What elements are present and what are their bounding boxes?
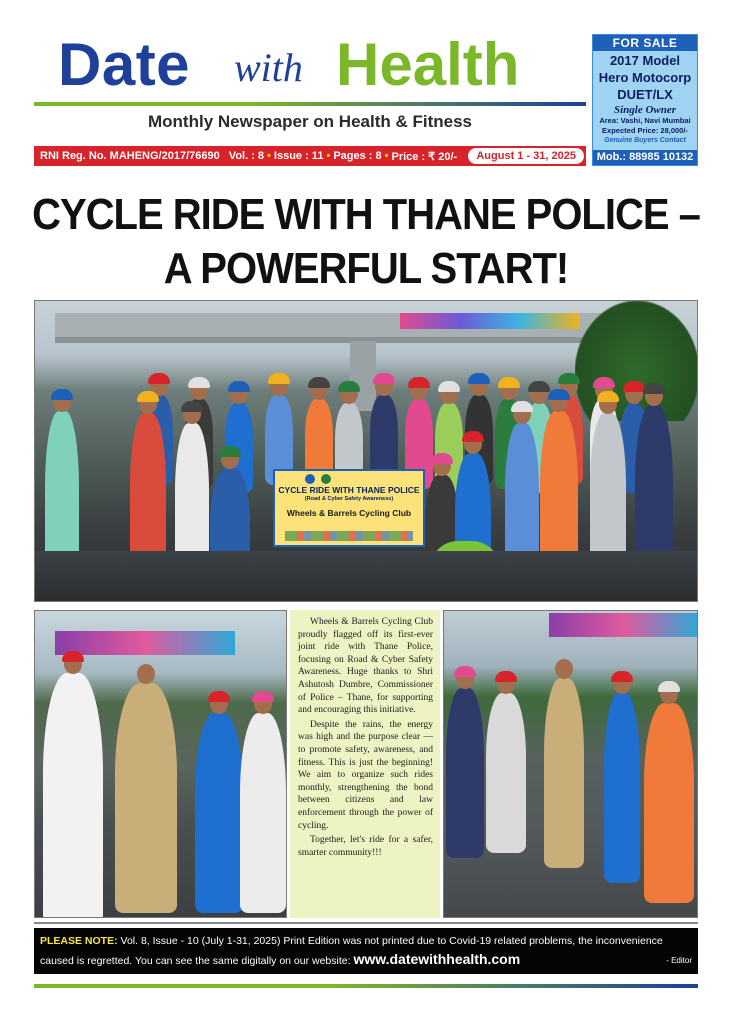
colorful-bridge-shape: [400, 313, 580, 329]
person-figure: [240, 713, 286, 913]
helmet-icon: [498, 377, 520, 388]
tagline: Monthly Newspaper on Health & Fitness: [148, 112, 472, 131]
person-figure: [195, 713, 243, 913]
divider: [34, 922, 698, 924]
helmet-icon: [623, 381, 645, 392]
helmet-icon: [462, 431, 484, 442]
helmet-icon: [373, 373, 395, 384]
helmet-icon: [51, 389, 73, 400]
billboard-shape: [55, 631, 235, 655]
person-figure: [604, 693, 640, 883]
billboard-shape: [549, 613, 698, 637]
headline: [20, 188, 712, 296]
helmet-icon: [468, 373, 490, 384]
helmet-icon: [548, 389, 570, 400]
helmet-icon: [228, 381, 250, 392]
ride-banner: [273, 469, 425, 547]
helmet-icon: [558, 373, 580, 384]
person-head: [137, 664, 155, 684]
separator-dot: •: [326, 150, 331, 162]
helmet-icon: [62, 651, 84, 662]
helmet-icon: [208, 691, 230, 702]
rni-number: RNI Reg. No. MAHENG/2017/76690: [40, 150, 220, 162]
person-figure: [486, 693, 526, 853]
helmet-icon: [137, 391, 159, 402]
person-figure: [43, 673, 103, 918]
helmet-icon: [597, 391, 619, 402]
helmet-icon: [252, 691, 274, 702]
logo-with-text: with: [234, 45, 303, 90]
person-figure: [115, 683, 177, 913]
sale-mobile: Mob.: 88985 10132: [593, 150, 697, 165]
article-paragraph-3: Together, let's ride for a safer, smarter community!!!: [298, 835, 433, 858]
page-count: Pages : 8: [333, 150, 382, 162]
bicycles-illustration: [285, 531, 413, 541]
website-link[interactable]: www.datewithhealth.com: [353, 951, 521, 967]
sale-model-year: 2017 Model: [609, 53, 681, 68]
article-paragraph-1: Wheels & Barrels Cycling Club proudly flagged off its first-ever joint ride with Thane Police, focusing on Road & Cyber Safety Awareness. Huge thanks to Shri Ashutosh Dumbre, Commissioner of Police – Thane, for supporting and encouraging this initiative.: [298, 617, 433, 716]
helmet-icon: [643, 383, 665, 394]
issue-info-bar: [34, 146, 586, 166]
logo-date-text: Date: [58, 31, 191, 98]
helmet-icon: [188, 377, 210, 388]
helmet-icon: [181, 401, 203, 412]
helmet-icon: [528, 381, 550, 392]
notice-label: PLEASE NOTE:: [40, 935, 118, 947]
person-figure: [644, 703, 694, 903]
price: Price : ₹ 20/-: [391, 150, 458, 163]
club-logo-icon: [321, 474, 331, 484]
separator-dot: •: [384, 150, 389, 162]
editor-signature: - Editor: [666, 956, 692, 965]
helmet-icon: [148, 373, 170, 384]
logo-health-text: Health: [336, 31, 520, 98]
separator-dot: [223, 150, 226, 162]
person-head: [555, 659, 573, 679]
sale-area: Area: Vashi, Navi Mumbai: [599, 116, 691, 125]
headline-line-2: A POWERFUL START!: [163, 245, 569, 293]
sale-price: Expected Price: 28,000/-: [602, 126, 688, 135]
notice-text: Vol. 8, Issue - 10 (July 1-31, 2025) Print Edition was not printed due to Covid-19 related problems, the inconvenience caused is regretted. You can see the same digitally on our website:: [40, 935, 663, 967]
article-paragraph-2: Despite the rains, the energy was high and the purpose clear — to promote safety, awareness, and fitness. This is just the beginning! We aim to organize such rides monthly, strengthening the bond between citizens and law enforcement through the power of cycling.: [298, 719, 433, 831]
volume-number: Vol. : 8: [228, 150, 265, 162]
helmet-icon: [438, 381, 460, 392]
separator-dot: •: [267, 150, 271, 162]
for-sale-ad: [592, 34, 698, 166]
helmet-icon: [431, 453, 453, 464]
banner-club-name: Wheels & Barrels Cycling Club: [286, 508, 412, 518]
sale-heading: FOR SALE: [593, 35, 697, 51]
masthead: [34, 30, 586, 134]
police-cyclist-photo: [34, 610, 287, 918]
helmet-icon: [454, 666, 476, 677]
footer-rule: [34, 984, 698, 988]
helmet-icon: [658, 681, 680, 692]
person-figure: [544, 678, 584, 868]
issue-date: August 1 - 31, 2025: [468, 148, 584, 164]
helmet-icon: [511, 401, 533, 412]
helmet-icon: [611, 671, 633, 682]
police-logo-icon: [305, 474, 315, 484]
headline-line-1: CYCLE RIDE WITH THANE POLICE –: [32, 191, 700, 239]
helmet-icon: [408, 377, 430, 388]
masthead-rule: [34, 102, 586, 106]
helmet-icon: [495, 671, 517, 682]
banner-subtitle: (Road & Cyber Safety Awareness): [304, 496, 394, 502]
article-body: [290, 610, 440, 918]
ride-group-photo: [443, 610, 698, 918]
sale-contact-label: Genuine Buyers Contact: [604, 137, 686, 144]
helmet-icon: [308, 377, 330, 388]
issue-number: Issue : 11: [273, 150, 324, 162]
helmet-icon: [268, 373, 290, 384]
notice-box: [34, 928, 698, 974]
banner-title: CYCLE RIDE WITH THANE POLICE: [278, 485, 420, 495]
group-photo: [34, 300, 698, 602]
person-figure: [446, 688, 484, 858]
road-shape: [35, 551, 698, 601]
sale-brand: Hero Motocorp: [598, 70, 692, 85]
newspaper-logo: [34, 30, 586, 102]
sale-model: DUET/LX: [617, 87, 673, 102]
helmet-icon: [593, 377, 615, 388]
sale-owner: Single Owner: [613, 104, 677, 116]
helmet-icon: [219, 446, 241, 457]
helmet-icon: [338, 381, 360, 392]
